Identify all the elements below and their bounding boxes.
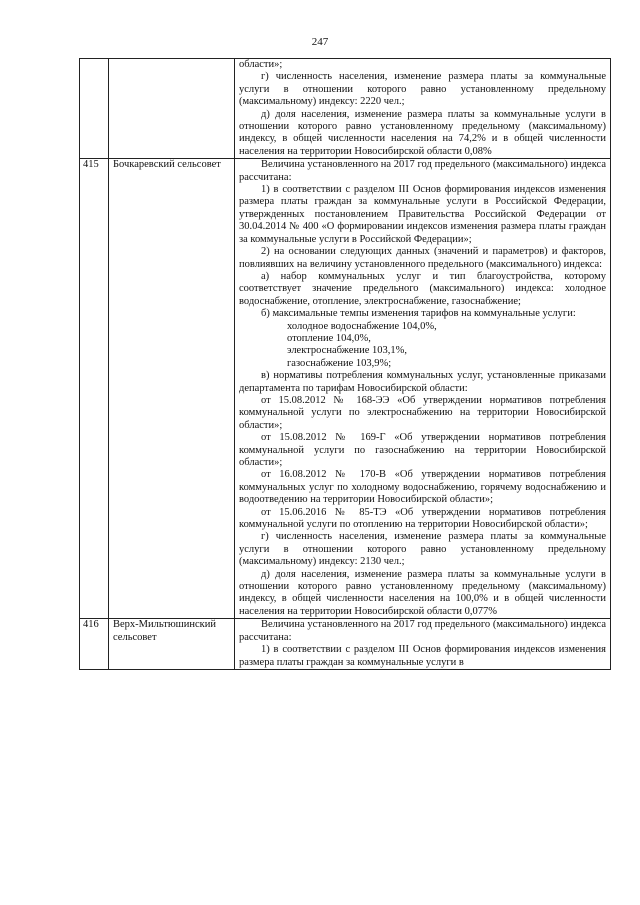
tariff-item: газоснабжение 103,9%;: [287, 357, 392, 369]
paragraph: 1) в соответствии с разделом III Основ формирования индексов изменения размера платы граждан за коммунальные услуги в: [239, 644, 606, 668]
tariff-item: электроснабжение 103,1%,: [287, 345, 407, 357]
table-row: [80, 619, 611, 670]
paragraph: от 15.08.2012 № 169-Г «Об утверждении нормативов потребления коммунальной услуги по газоснабжению на территории Новосибирской области»;: [239, 432, 606, 468]
municipality-name: [109, 59, 235, 159]
municipality-name: Бочкаревский сельсовет: [109, 159, 235, 619]
paragraph: от 15.06.2016 № 85-ТЭ «Об утверждении нормативов потребления коммунальной услуги по отоплению на территории Новосибирской области»;: [239, 506, 606, 531]
paragraph: от 16.08.2012 № 170-В «Об утверждении нормативов потребления коммунальных услуг по холодному водоснабжению, горячему водоснабжению и водоотведению на территории Новосибирской области»;: [239, 469, 606, 506]
document-table-body: [80, 59, 611, 670]
paragraph: 2) на основании следующих данных (значений и параметров) и факторов, повлиявших на величину установленного предельного (максимального) индекса:: [239, 246, 606, 270]
row-content: [235, 59, 611, 159]
row-number: [80, 59, 109, 159]
row-content: [235, 159, 611, 619]
paragraph: в) нормативы потребления коммунальных услуг, установленные приказами департамента по тарифам Новосибирской области:: [239, 370, 606, 394]
row-content: [235, 619, 611, 670]
tariff-item: холодное водоснабжение 104,0%,: [287, 320, 437, 332]
municipality-name: Верх-Мильтюшинский сельсовет: [109, 619, 235, 670]
paragraph: Величина установленного на 2017 год предельного (максимального) индекса рассчитана:: [239, 619, 606, 643]
table-row: [80, 159, 611, 619]
paragraph: г) численность населения, изменение размера платы за коммунальные услуги в отношении которого равно установленному предельному (максимальному) индексу: 2130 чел.;: [239, 531, 606, 568]
paragraph: б) максимальные темпы изменения тарифов на коммунальные услуги:: [261, 308, 576, 320]
paragraph: д) доля населения, изменение размера платы за коммунальные услуги в отношении которого равно установленному предельному (максимальному) индексу, в общей численности населения на 74,2% и в общей численности населения на территории Новосибирской области 0,08%: [239, 108, 606, 157]
paragraph: 1) в соответствии с разделом III Основ формирования индексов изменения размера платы граждан за коммунальные услуги в Российской Федерации, утвержденных постановлением Правительства Российской Федерации от 30.04.2014 № 400 «О формировании индексов изменения размера платы граждан за коммунальные услуги в Российской Федерации»;: [239, 184, 606, 245]
paragraph: г) численность населения, изменение размера платы за коммунальные услуги в отношении которого равно установленному предельному (максимальному) индексу: 2220 чел.;: [239, 71, 606, 108]
page-number: 247: [311, 36, 329, 48]
row-number: 415: [80, 159, 109, 619]
row-number: 416: [80, 619, 109, 670]
paragraph: а) набор коммунальных услуг и тип благоустройства, которому соответствует значение предельного (максимального) индекса: холодное водоснабжение, отопление, электроснабжение, газоснабжение;: [239, 270, 606, 307]
paragraph: Величина установленного на 2017 год предельного (максимального) индекса рассчитана:: [239, 159, 606, 183]
table-row: [80, 59, 611, 159]
paragraph: д) доля населения, изменение размера платы за коммунальные услуги в отношении которого равно установленному предельному (максимальному) индексу, в общей численности населения на 100,0% и в общей численности населения на территории Новосибирской области 0,077%: [239, 568, 606, 617]
tariff-item: отопление 104,0%,: [287, 332, 371, 344]
paragraph: от 15.08.2012 № 168-ЭЭ «Об утверждении нормативов потребления коммунальной услуги по электроснабжению на территории Новосибирской области»;: [239, 394, 606, 431]
paragraph: области»;: [239, 59, 283, 70]
document-table: [79, 58, 611, 670]
